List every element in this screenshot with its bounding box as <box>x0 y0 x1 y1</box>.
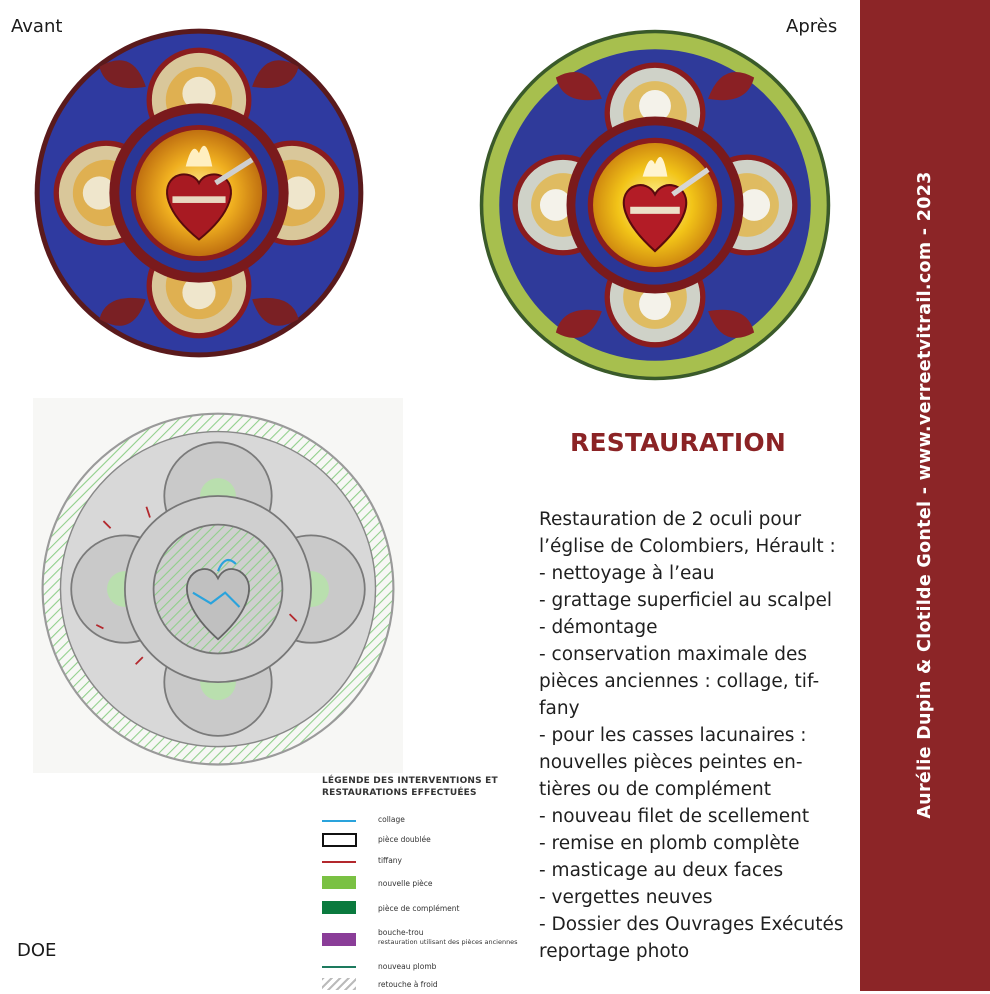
description-line: reportage photo <box>539 941 690 962</box>
description-line: l’église de Colombiers, Hérault : <box>539 536 836 557</box>
legend-title <box>322 775 522 799</box>
after-window-image <box>478 28 832 382</box>
before-label: Avant <box>11 16 63 37</box>
legend <box>322 775 532 989</box>
before-window-image <box>33 27 365 359</box>
description-line: - pour les casses lacunaires : <box>539 725 807 746</box>
legend-label: nouveau plomb <box>378 962 437 971</box>
legend-label: bouche-trou <box>378 928 424 937</box>
description-line: - grattage superficiel au scalpel <box>539 590 833 611</box>
after-label: Après <box>786 16 838 37</box>
legend-label: tiffany <box>378 856 402 865</box>
description-line: pièces anciennes : collage, tif- <box>539 671 820 692</box>
tiffany-swatch <box>322 861 356 863</box>
description-line: - vergettes neuves <box>539 887 713 908</box>
legend-label: nouvelle pièce <box>378 879 433 888</box>
nouveau-plomb-swatch <box>322 966 356 968</box>
retouche-froid-swatch <box>322 978 356 990</box>
description-line: - Dossier des Ouvrages Exécutés <box>539 914 844 935</box>
legend-title-line1: LÉGENDE DES INTERVENTIONS ET <box>322 776 498 786</box>
description-line: Restauration de 2 oculi pour <box>539 509 802 530</box>
legend-item-piece-complement <box>322 901 532 917</box>
piece-complement-swatch <box>322 901 356 914</box>
doe-label: DOE <box>17 940 57 961</box>
description-line: - remise en plomb complète <box>539 833 800 854</box>
collage-swatch <box>322 820 356 822</box>
description-line: nouvelles pièces peintes en- <box>539 752 803 773</box>
legend-item-nouvelle-piece <box>322 876 532 892</box>
description-line: - démontage <box>539 617 658 638</box>
description-line: - nouveau filet de scellement <box>539 806 810 827</box>
legend-label: retouche à froid <box>378 980 438 989</box>
legend-item-collage <box>322 815 532 831</box>
description-line: tières ou de complément <box>539 779 771 800</box>
page-title: RESTAURATION <box>570 428 786 457</box>
legend-item-piece-doublee <box>322 833 532 849</box>
description-line: - masticage au deux faces <box>539 860 784 881</box>
description-line: - conservation maximale des <box>539 644 807 665</box>
legend-item-nouveau-plomb <box>322 961 532 977</box>
description-line: - nettoyage à l’eau <box>539 563 715 584</box>
legend-item-retouche-froid <box>322 978 532 994</box>
nouvelle-piece-swatch <box>322 876 356 889</box>
legend-item-tiffany <box>322 856 532 872</box>
legend-sublabel: restauration utilisant des pièces anciennes <box>378 938 518 946</box>
legend-label: collage <box>378 815 405 824</box>
legend-label: pièce doublée <box>378 835 431 844</box>
piece-doublee-swatch <box>322 833 357 847</box>
credit-text: Aurélie Dupin & Clotilde Gontel - www.verreetvitrail.com - 2023 <box>915 171 935 819</box>
doe-drawing <box>33 398 403 773</box>
legend-title-line2: RESTAURATIONS EFFECTUÉES <box>322 788 477 798</box>
legend-label: pièce de complément <box>378 904 460 913</box>
description-line: fany <box>539 698 580 719</box>
bouche-trou-swatch <box>322 933 356 946</box>
description-text <box>539 506 859 965</box>
legend-item-bouche-trou <box>322 928 532 952</box>
